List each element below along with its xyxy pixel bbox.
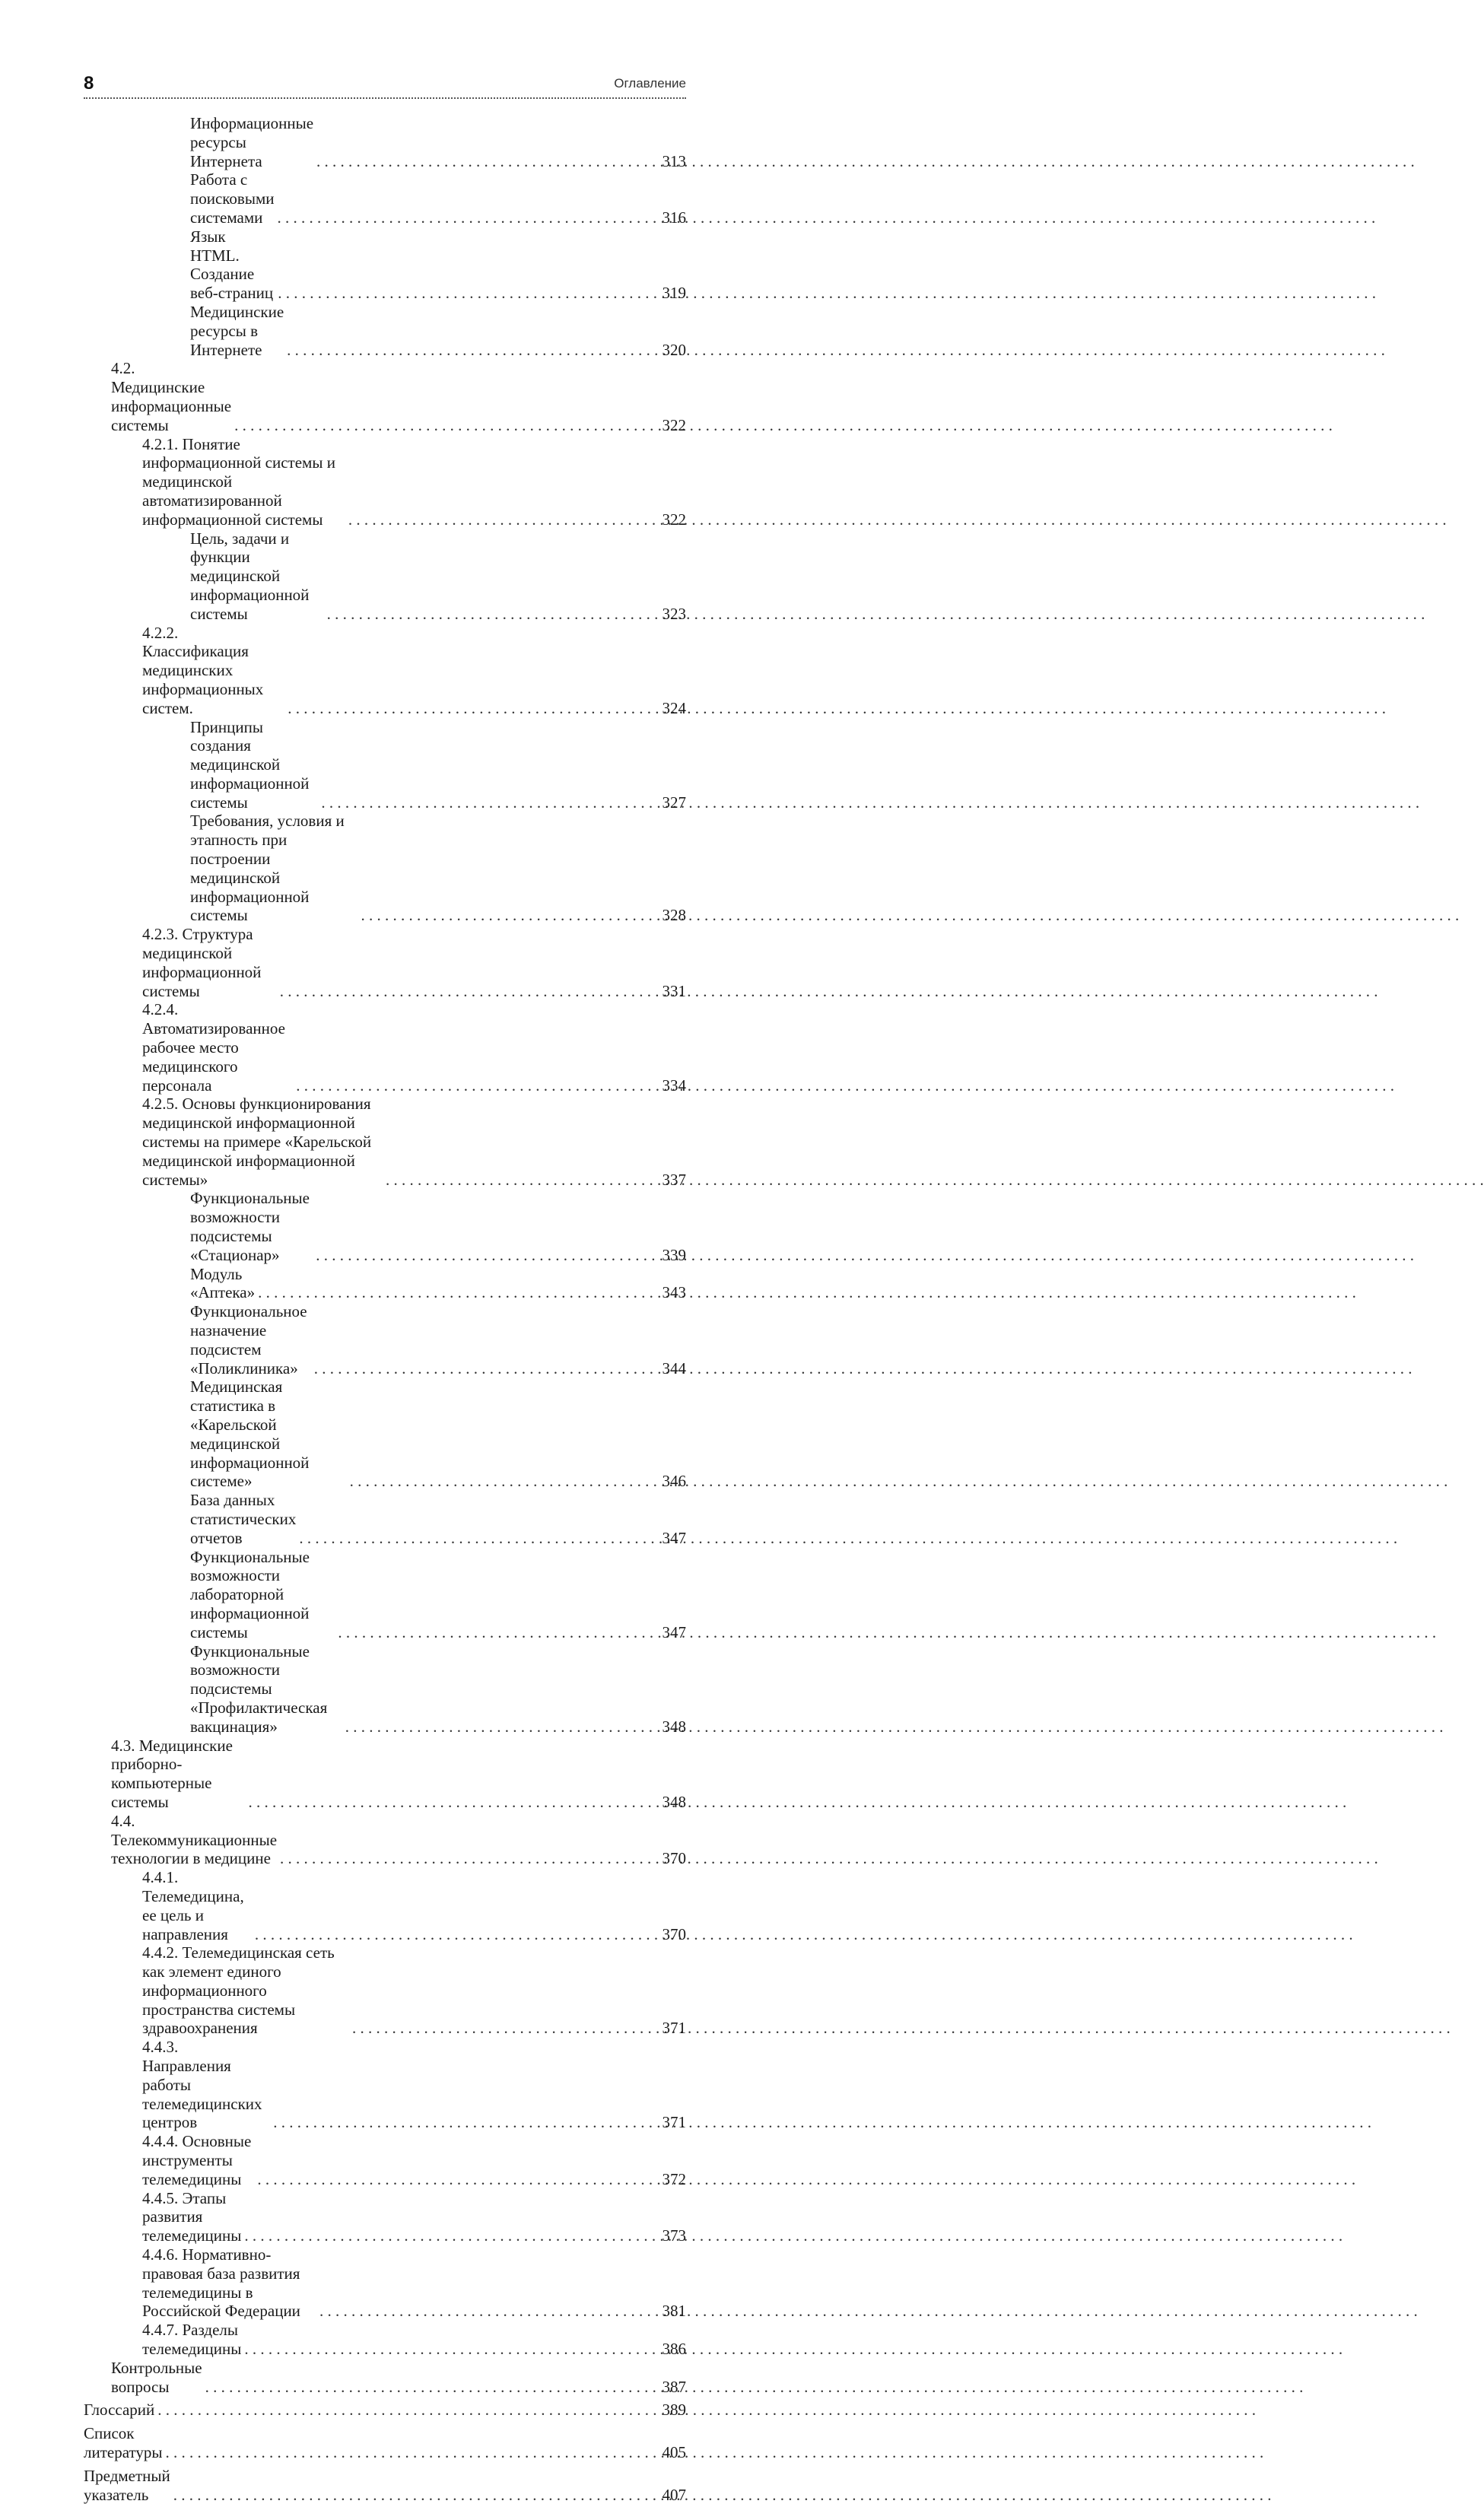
- toc-entry-title: Предметный указатель: [84, 2466, 170, 2504]
- toc-entry-title: Модуль «Аптека»: [190, 1264, 256, 1302]
- toc-entry-title: Глоссарий: [84, 2401, 155, 2420]
- toc-leader-dots: [316, 152, 659, 171]
- toc-leader-dots: [234, 416, 659, 435]
- toc-leader-dots: [345, 1718, 659, 1737]
- toc-entry[interactable]: [84, 1265, 686, 1303]
- table-of-contents: [84, 114, 686, 2504]
- toc-leader-dots: [314, 1359, 659, 1378]
- toc-entry-title: Медицинская статистика в «Карельской медицинской информационной системе»: [190, 1378, 310, 1491]
- toc-entry[interactable]: [84, 2132, 686, 2188]
- toc-leader-dots: [296, 1076, 659, 1095]
- toc-leader-dots: [166, 2443, 659, 2462]
- toc-entry-title: 4.4.1. Телемедицина, ее цель и направления: [142, 1868, 244, 1943]
- toc-entry[interactable]: [84, 1868, 686, 1943]
- toc-entry[interactable]: [84, 227, 686, 303]
- toc-entry[interactable]: [84, 529, 686, 624]
- toc-entry-title: 4.2.2. Классификация медицинских информационных систем.: [142, 623, 264, 717]
- toc-leader-dots: [277, 208, 659, 227]
- toc-entry-page: 389: [662, 2401, 686, 2420]
- toc-entry-page: 348: [662, 1717, 686, 1736]
- toc-entry-page: 323: [662, 604, 686, 623]
- toc-entry[interactable]: [84, 624, 686, 718]
- toc-leader-dots: [157, 2401, 659, 2420]
- toc-leader-dots: [244, 2226, 659, 2245]
- toc-entry-page: 339: [662, 1245, 686, 1264]
- toc-leader-dots: [319, 2302, 659, 2321]
- toc-leader-dots: [338, 1623, 659, 1642]
- toc-leader-dots: [255, 1925, 659, 1944]
- toc-entry[interactable]: [84, 925, 686, 1000]
- toc-entry[interactable]: [84, 2321, 686, 2359]
- toc-entry[interactable]: [84, 1378, 686, 1491]
- toc-leader-dots: [257, 2170, 659, 2189]
- toc-entry-page: 371: [662, 2019, 686, 2038]
- toc-entry-title: 4.2. Медицинские информационные системы: [111, 359, 232, 434]
- toc-entry[interactable]: [84, 1302, 686, 1378]
- toc-entry[interactable]: [84, 2245, 686, 2321]
- toc-entry[interactable]: [84, 1548, 686, 1642]
- toc-entry-title: 4.2.5. Основы функционирования медицинской информационной системы на примере «Карельской медицинской информационной системы»: [142, 1095, 372, 1189]
- toc-entry-title: Контрольные вопросы: [111, 2358, 202, 2396]
- toc-entry-page: 386: [662, 2340, 686, 2359]
- running-head: Оглавление: [614, 76, 686, 91]
- toc-leader-dots: [287, 341, 659, 360]
- toc-entry-page: 331: [662, 981, 686, 1000]
- toc-leader-dots: [258, 1283, 659, 1302]
- toc-entry-title: Список литературы: [84, 2424, 163, 2462]
- toc-entry-title: Принципы создания медицинской информационной системы: [190, 717, 310, 812]
- toc-entry-page: 348: [662, 1792, 686, 1811]
- toc-leader-dots: [352, 2019, 659, 2038]
- toc-entry-title: База данных статистических отчетов: [190, 1491, 297, 1547]
- toc-entry[interactable]: [84, 2359, 686, 2397]
- toc-entry[interactable]: [84, 1642, 686, 1737]
- toc-entry-title: Язык HTML. Создание веб-страниц: [190, 227, 274, 303]
- toc-entry-page: 324: [662, 698, 686, 717]
- toc-entry[interactable]: [84, 359, 686, 434]
- toc-leader-dots: [361, 906, 659, 925]
- toc-entry-title: 4.3. Медицинские приборно-компьютерные системы: [111, 1736, 233, 1811]
- toc-entry-page: 322: [662, 415, 686, 434]
- toc-entry[interactable]: [84, 170, 686, 227]
- toc-entry[interactable]: [84, 435, 686, 529]
- toc-entry-page: 347: [662, 1622, 686, 1641]
- toc-entry[interactable]: [84, 812, 686, 925]
- toc-entry-page: 337: [662, 1170, 686, 1189]
- toc-entry-title: 4.2.4. Автоматизированное рабочее место медицинского персонала: [142, 1000, 285, 1095]
- toc-entry[interactable]: [84, 1737, 686, 1812]
- header-dotted-rule: [84, 97, 686, 99]
- toc-entry-title: Требования, условия и этапность при построении медицинской информационной системы: [190, 812, 345, 925]
- toc-leader-dots: [348, 510, 659, 529]
- toc-entry-page: 381: [662, 2302, 686, 2321]
- toc-entry[interactable]: [84, 114, 686, 170]
- toc-leader-dots: [278, 284, 659, 303]
- toc-entry-title: Медицинские ресурсы в Интернете: [190, 302, 284, 359]
- toc-entry-page: 372: [662, 2169, 686, 2188]
- toc-entry-page: 371: [662, 2113, 686, 2132]
- page-header: [84, 73, 686, 99]
- toc-entry[interactable]: [84, 1943, 686, 2038]
- toc-entry-title: Информационные ресурсы Интернета: [190, 114, 314, 170]
- toc-entry[interactable]: [84, 2467, 686, 2504]
- toc-entry-page: 373: [662, 2226, 686, 2245]
- toc-entry[interactable]: [84, 2424, 686, 2462]
- toc-entry-page: 328: [662, 906, 686, 925]
- toc-entry-page: 346: [662, 1472, 686, 1491]
- toc-entry[interactable]: [84, 2401, 686, 2420]
- toc-entry-title: 4.4.3. Направления работы телемедицинских центров: [142, 2038, 262, 2132]
- toc-entry-page: 387: [662, 2377, 686, 2396]
- toc-leader-dots: [350, 1472, 659, 1491]
- toc-entry-page: 347: [662, 1528, 686, 1547]
- toc-leader-dots: [316, 1246, 659, 1265]
- toc-leader-dots: [321, 793, 659, 812]
- toc-entry[interactable]: [84, 2038, 686, 2132]
- toc-entry-title: 4.2.1. Понятие информационной системы и медицинской автоматизированной информационной системы: [142, 434, 335, 529]
- toc-leader-dots: [299, 1529, 659, 1548]
- toc-entry-page: 313: [662, 151, 686, 170]
- toc-entry-title: 4.2.3. Структура медицинской информационной системы: [142, 925, 262, 1000]
- toc-leader-dots: [386, 1171, 659, 1190]
- toc-entry[interactable]: [84, 1812, 686, 1868]
- toc-entry[interactable]: [84, 718, 686, 812]
- toc-entry-title: 4.4.4. Основные инструменты телемедицины: [142, 2132, 252, 2188]
- toc-entry[interactable]: [84, 303, 686, 359]
- toc-entry-title: Функциональное назначение подсистем «Поликлиника»: [190, 1302, 307, 1378]
- toc-leader-dots: [249, 1793, 659, 1812]
- toc-entry-title: Работа с поисковыми системами: [190, 170, 275, 227]
- toc-entry-title: Функциональные возможности лабораторной информационной системы: [190, 1547, 310, 1641]
- toc-entry-page: 407: [662, 2485, 686, 2504]
- toc-entry-page: 327: [662, 793, 686, 812]
- toc-entry-page: 370: [662, 1849, 686, 1868]
- toc-entry-title: 4.4.7. Разделы телемедицины: [142, 2321, 242, 2359]
- toc-entry-title: Функциональные возможности подсистемы «Профилактическая вакцинация»: [190, 1641, 328, 1736]
- toc-entry[interactable]: [84, 1189, 686, 1264]
- toc-entry[interactable]: [84, 2189, 686, 2245]
- toc-entry[interactable]: [84, 1095, 686, 1189]
- toc-entry-title: Цель, задачи и функции медицинской информационной системы: [190, 529, 310, 623]
- toc-leader-dots: [273, 2113, 659, 2132]
- toc-entry-page: 319: [662, 284, 686, 303]
- toc-entry-page: 316: [662, 208, 686, 227]
- toc-entry-page: 322: [662, 510, 686, 529]
- toc-entry[interactable]: [84, 1000, 686, 1095]
- toc-entry-page: 405: [662, 2443, 686, 2462]
- toc-entry-page: 370: [662, 1924, 686, 1943]
- toc-leader-dots: [280, 982, 659, 1001]
- toc-leader-dots: [280, 1849, 659, 1868]
- toc-entry-title: 4.4.5. Этапы развития телемедицины: [142, 2188, 242, 2245]
- page-number: 8: [84, 73, 94, 94]
- toc-entry-title: 4.4.6. Нормативно-правовая база развития телемедицины в Российской Федерации: [142, 2245, 300, 2321]
- toc-leader-dots: [205, 2378, 659, 2397]
- toc-entry-title: 4.4.2. Телемедицинская сеть как элемент единого информационного пространства системы здравоохранения: [142, 1943, 335, 2038]
- toc-leader-dots: [173, 2486, 659, 2504]
- toc-leader-dots: [288, 699, 659, 718]
- toc-entry-page: 320: [662, 340, 686, 359]
- toc-leader-dots: [244, 2340, 659, 2359]
- toc-entry-page: 344: [662, 1358, 686, 1378]
- toc-entry-title: 4.4. Телекоммуникационные технологии в медицине: [111, 1811, 278, 1868]
- toc-entry-page: 334: [662, 1076, 686, 1095]
- toc-leader-dots: [327, 605, 659, 624]
- toc-entry-title: Функциональные возможности подсистемы «Стационар»: [190, 1189, 310, 1264]
- toc-entry-page: 343: [662, 1283, 686, 1302]
- toc-entry[interactable]: [84, 1491, 686, 1547]
